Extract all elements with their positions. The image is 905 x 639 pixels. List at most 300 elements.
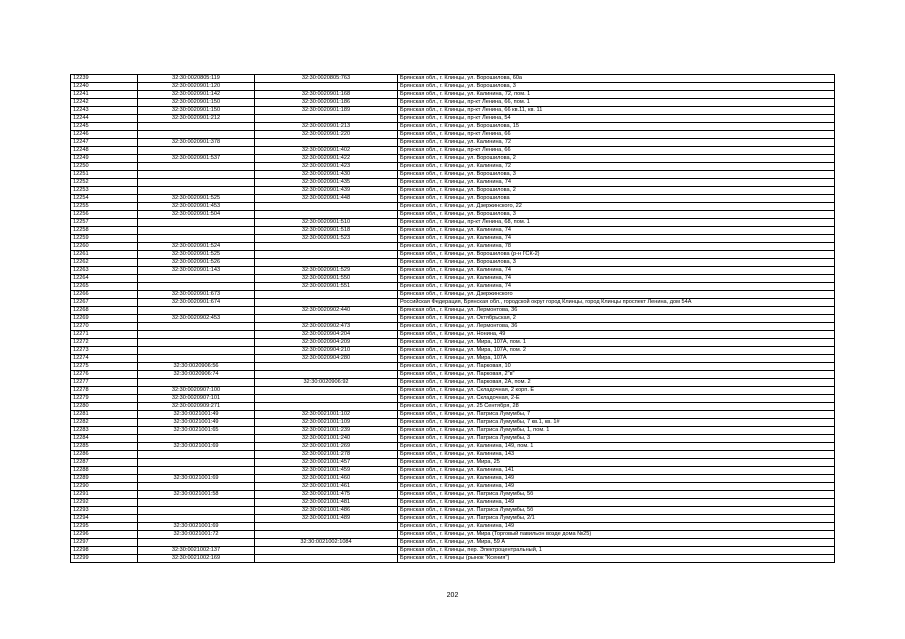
object-number-cell: 32:30:0020901:551	[255, 283, 398, 291]
table-row	[71, 555, 835, 563]
address-cell: Брянская обл., г. Клинцы, пр-кт Ленина, 54	[398, 115, 835, 123]
object-number-cell: 32:30:0021001:239	[255, 427, 398, 435]
object-number-cell: 32:30:0020904:204	[255, 331, 398, 339]
object-number-cell: 32:30:0020904:209	[255, 339, 398, 347]
cadastral-number-cell: 32:30:0020909:271	[138, 403, 255, 411]
address-cell: Брянская обл., г. Клинцы, ул. Калинина, 149	[398, 475, 835, 483]
object-number-cell: 32:30:0020901:189	[255, 107, 398, 115]
object-number-cell	[255, 291, 398, 299]
table-row	[71, 547, 835, 555]
object-number-cell: 32:30:0020901:550	[255, 275, 398, 283]
row-number-cell: 12299	[71, 555, 138, 563]
row-number-cell: 12293	[71, 507, 138, 515]
object-number-cell	[255, 299, 398, 307]
object-number-cell: 32:30:0021002:1084	[255, 539, 398, 547]
table-row	[71, 107, 835, 115]
table-row	[71, 131, 835, 139]
address-cell: Брянская обл., г. Клинцы, пр-кт Ленина, 66	[398, 131, 835, 139]
table-row	[71, 251, 835, 259]
row-number-cell: 12275	[71, 363, 138, 371]
address-cell: Брянская обл., г. Клинцы, ул. Ворошилова, 3	[398, 259, 835, 267]
table-row	[71, 331, 835, 339]
row-number-cell: 12240	[71, 83, 138, 91]
row-number-cell: 12260	[71, 243, 138, 251]
cadastral-number-cell	[138, 331, 255, 339]
table-row	[71, 347, 835, 355]
table-row	[71, 427, 835, 435]
cadastral-number-cell: 32:30:0020901:150	[138, 99, 255, 107]
row-number-cell: 12251	[71, 171, 138, 179]
row-number-cell: 12263	[71, 267, 138, 275]
cadastral-number-cell: 32:30:0020901:378	[138, 139, 255, 147]
table-row	[71, 99, 835, 107]
address-cell: Брянская обл., г. Клинцы, ул. Парковая, 2"в"	[398, 371, 835, 379]
row-number-cell: 12241	[71, 91, 138, 99]
object-number-cell: 32:30:0020901:435	[255, 179, 398, 187]
address-cell: Брянская обл., г. Клинцы, ул. Ворошилова, 2	[398, 155, 835, 163]
cadastral-number-cell: 32:30:0020901:674	[138, 299, 255, 307]
address-cell: Брянская обл., г. Клинцы, ул. Калинина, 72	[398, 139, 835, 147]
address-cell: Брянская обл., г. Клинцы, ул. Патриса Лумумбы, 7	[398, 411, 835, 419]
object-number-cell: 32:30:0020904:210	[255, 347, 398, 355]
object-number-cell: 32:30:0021001:102	[255, 411, 398, 419]
table-row	[71, 411, 835, 419]
table-row	[71, 491, 835, 499]
object-number-cell	[255, 139, 398, 147]
address-cell: Брянская обл., г. Клинцы, ул. Калинина, 72, пом. 1	[398, 91, 835, 99]
address-cell: Брянская обл., г. Клинцы, ул. Дзержинского	[398, 291, 835, 299]
row-number-cell: 12250	[71, 163, 138, 171]
cadastral-number-cell	[138, 379, 255, 387]
object-number-cell: 32:30:0020901:510	[255, 219, 398, 227]
object-number-cell	[255, 115, 398, 123]
object-number-cell	[255, 531, 398, 539]
address-cell: Брянская обл., г. Клинцы, ул. Парковая, 2А, пом. 2	[398, 379, 835, 387]
address-cell: Брянская обл., г. Клинцы, ул. Патриса Лумумбы, 5б	[398, 507, 835, 515]
row-number-cell: 12285	[71, 443, 138, 451]
address-cell: Брянская обл., г. Клинцы, ул. Ворошилова, 3	[398, 171, 835, 179]
row-number-cell: 12262	[71, 259, 138, 267]
cadastral-number-cell: 32:30:0020901:673	[138, 291, 255, 299]
table-row	[71, 139, 835, 147]
address-cell: Брянская обл., г. Клинцы, ул. Калинина, 74	[398, 267, 835, 275]
table-row	[71, 539, 835, 547]
cadastral-number-cell	[138, 283, 255, 291]
table-row	[71, 195, 835, 203]
object-number-cell: 32:30:0021001:460	[255, 475, 398, 483]
row-number-cell: 12289	[71, 475, 138, 483]
cadastral-number-cell: 32:30:0021001:49	[138, 411, 255, 419]
row-number-cell: 12291	[71, 491, 138, 499]
row-number-cell: 12273	[71, 347, 138, 355]
cadastral-number-cell: 32:30:0021001:69	[138, 475, 255, 483]
object-number-cell: 32:30:0021001:269	[255, 443, 398, 451]
cadastral-number-cell	[138, 227, 255, 235]
table-row	[71, 267, 835, 275]
row-number-cell: 12242	[71, 99, 138, 107]
address-cell: Брянская обл., г. Клинцы, ул. Калинина, 72	[398, 163, 835, 171]
object-number-cell: 32:30:0021001:489	[255, 515, 398, 523]
row-number-cell: 12287	[71, 459, 138, 467]
cadastral-number-cell: 32:30:0020901:537	[138, 155, 255, 163]
object-number-cell	[255, 83, 398, 91]
object-number-cell	[255, 387, 398, 395]
cadastral-number-cell: 32:30:0020901:120	[138, 83, 255, 91]
cadastral-number-cell: 32:30:0020901:525	[138, 251, 255, 259]
address-cell: Брянская обл., г. Клинцы, ул. Нонина, 49	[398, 331, 835, 339]
cadastral-number-cell	[138, 123, 255, 131]
object-number-cell: 32:30:0020901:220	[255, 131, 398, 139]
object-number-cell: 32:30:0020901:439	[255, 187, 398, 195]
table-row	[71, 451, 835, 459]
address-cell: Брянская обл., г. Клинцы, ул. Калинина, 78	[398, 243, 835, 251]
cadastral-number-cell: 32:30:0021001:69	[138, 443, 255, 451]
object-number-cell: 32:30:0021001:109	[255, 419, 398, 427]
row-number-cell: 12256	[71, 211, 138, 219]
address-cell: Брянская обл., г. Клинцы, ул. Ворошилова, 15	[398, 123, 835, 131]
object-number-cell	[255, 555, 398, 563]
cadastral-number-cell	[138, 219, 255, 227]
register-table-body	[71, 75, 835, 563]
object-number-cell: 32:30:0021001:481	[255, 499, 398, 507]
row-number-cell: 12267	[71, 299, 138, 307]
row-number-cell: 12297	[71, 539, 138, 547]
address-cell: Брянская обл., г. Клинцы, ул. Мира, 25	[398, 459, 835, 467]
address-cell: Брянская обл., г. Клинцы, ул. Дзержинского, 22	[398, 203, 835, 211]
table-row	[71, 163, 835, 171]
address-cell: Брянская обл., г. Клинцы, ул. Калинина, 149	[398, 523, 835, 531]
row-number-cell: 12294	[71, 515, 138, 523]
table-row	[71, 179, 835, 187]
address-cell: Брянская обл., г. Клинцы, ул. Лермонтова, 36	[398, 307, 835, 315]
table-row	[71, 395, 835, 403]
address-cell: Брянская обл., г. Клинцы, ул. Складочная, 2 корп. Е	[398, 387, 835, 395]
table-row	[71, 243, 835, 251]
cadastral-number-cell: 32:30:0020901:504	[138, 211, 255, 219]
table-row	[71, 403, 835, 411]
object-number-cell	[255, 371, 398, 379]
object-number-cell: 32:30:0020901:422	[255, 155, 398, 163]
table-row	[71, 147, 835, 155]
address-cell: Брянская обл., г. Клинцы, ул. Мира, 59 А	[398, 539, 835, 547]
cadastral-number-cell: 32:30:0021001:65	[138, 427, 255, 435]
row-number-cell: 12249	[71, 155, 138, 163]
address-cell: Брянская обл., г. Клинцы, ул. Складочная, 2-Е	[398, 395, 835, 403]
table-row	[71, 379, 835, 387]
table-row	[71, 187, 835, 195]
row-number-cell: 12243	[71, 107, 138, 115]
object-number-cell: 32:30:0021001:457	[255, 459, 398, 467]
register-table	[70, 74, 835, 563]
cadastral-number-cell	[138, 483, 255, 491]
cadastral-number-cell: 32:30:0020906:56	[138, 363, 255, 371]
table-row	[71, 499, 835, 507]
row-number-cell: 12272	[71, 339, 138, 347]
address-cell: Брянская обл., г. Клинцы, ул. Калинина, 74	[398, 275, 835, 283]
cadastral-number-cell: 32:30:0021001:58	[138, 491, 255, 499]
object-number-cell	[255, 395, 398, 403]
object-number-cell	[255, 523, 398, 531]
table-row	[71, 259, 835, 267]
cadastral-number-cell	[138, 339, 255, 347]
object-number-cell: 32:30:0020901:430	[255, 171, 398, 179]
cadastral-number-cell: 32:30:0021001:49	[138, 419, 255, 427]
object-number-cell: 32:30:0020901:423	[255, 163, 398, 171]
cadastral-number-cell: 32:30:0020907:100	[138, 387, 255, 395]
register-table-container	[70, 74, 835, 563]
table-row	[71, 323, 835, 331]
table-row	[71, 515, 835, 523]
row-number-cell: 12239	[71, 75, 138, 83]
object-number-cell: 32:30:0020906:92	[255, 379, 398, 387]
row-number-cell: 12254	[71, 195, 138, 203]
table-row	[71, 171, 835, 179]
address-cell: Брянская обл., г. Клинцы, ул. Мира, 107А, пом. 1	[398, 339, 835, 347]
object-number-cell: 32:30:0021001:278	[255, 451, 398, 459]
cadastral-number-cell	[138, 347, 255, 355]
table-row	[71, 235, 835, 243]
row-number-cell: 12288	[71, 467, 138, 475]
object-number-cell	[255, 403, 398, 411]
row-number-cell: 12280	[71, 403, 138, 411]
object-number-cell	[255, 243, 398, 251]
table-row	[71, 203, 835, 211]
table-row	[71, 483, 835, 491]
cadastral-number-cell	[138, 163, 255, 171]
address-cell: Брянская обл., г. Клинцы, ул. Патриса Лумумбы, 2/1	[398, 515, 835, 523]
cadastral-number-cell	[138, 435, 255, 443]
row-number-cell: 12277	[71, 379, 138, 387]
cadastral-number-cell	[138, 131, 255, 139]
address-cell: Брянская обл., г. Клинцы, пер. Электроцентральный, 1	[398, 547, 835, 555]
cadastral-number-cell: 32:30:0020901:526	[138, 259, 255, 267]
row-number-cell: 12281	[71, 411, 138, 419]
row-number-cell: 12284	[71, 435, 138, 443]
object-number-cell	[255, 363, 398, 371]
row-number-cell: 12292	[71, 499, 138, 507]
object-number-cell: 32:30:0020901:168	[255, 91, 398, 99]
table-row	[71, 291, 835, 299]
table-row	[71, 467, 835, 475]
address-cell: Брянская обл., г. Клинцы, ул. Патриса Лумумбы, 3	[398, 435, 835, 443]
address-cell: Брянская обл., г. Клинцы, ул. Ворошилова, 60а	[398, 75, 835, 83]
cadastral-number-cell	[138, 515, 255, 523]
cadastral-number-cell	[138, 507, 255, 515]
cadastral-number-cell: 32:30:0020902:453	[138, 315, 255, 323]
row-number-cell: 12266	[71, 291, 138, 299]
table-row	[71, 339, 835, 347]
row-number-cell: 12247	[71, 139, 138, 147]
row-number-cell: 12252	[71, 179, 138, 187]
row-number-cell: 12269	[71, 315, 138, 323]
table-row	[71, 155, 835, 163]
address-cell: Брянская обл., г. Клинцы, ул. Октябрьская, 2	[398, 315, 835, 323]
address-cell: Брянская обл., г. Клинцы, ул. Ворошилова, 3	[398, 211, 835, 219]
cadastral-number-cell	[138, 539, 255, 547]
address-cell: Брянская обл., г. Клинцы, ул. Ворошилова (р-н ГСК-2)	[398, 251, 835, 259]
object-number-cell: 32:30:0021001:475	[255, 491, 398, 499]
address-cell: Брянская обл., г. Клинцы, ул. Ворошилова, 2	[398, 187, 835, 195]
table-row	[71, 507, 835, 515]
table-row	[71, 443, 835, 451]
address-cell: Брянская обл., г. Клинцы, пр-кт Ленина, 66	[398, 147, 835, 155]
cadastral-number-cell: 32:30:0020901:142	[138, 91, 255, 99]
address-cell: Брянская обл., г. Клинцы, пр-кт Ленина, 66, пом. 1	[398, 99, 835, 107]
cadastral-number-cell: 32:30:0021002:169	[138, 555, 255, 563]
cadastral-number-cell	[138, 467, 255, 475]
object-number-cell	[255, 203, 398, 211]
address-cell: Брянская обл., г. Клинцы, ул. Ворошилова, 3	[398, 83, 835, 91]
cadastral-number-cell	[138, 499, 255, 507]
table-row	[71, 123, 835, 131]
row-number-cell: 12278	[71, 387, 138, 395]
table-row	[71, 371, 835, 379]
object-number-cell	[255, 251, 398, 259]
object-number-cell	[255, 547, 398, 555]
table-row	[71, 219, 835, 227]
table-row	[71, 363, 835, 371]
table-row	[71, 75, 835, 83]
table-row	[71, 387, 835, 395]
object-number-cell: 32:30:0020901:448	[255, 195, 398, 203]
address-cell: Брянская обл., г. Клинцы, ул. Калинина, 74	[398, 235, 835, 243]
row-number-cell: 12245	[71, 123, 138, 131]
address-cell: Брянская обл., г. Клинцы, ул. Мира, 107А	[398, 355, 835, 363]
table-row	[71, 115, 835, 123]
cadastral-number-cell	[138, 307, 255, 315]
cadastral-number-cell: 32:30:0020901:143	[138, 267, 255, 275]
row-number-cell: 12261	[71, 251, 138, 259]
row-number-cell: 12274	[71, 355, 138, 363]
row-number-cell: 12258	[71, 227, 138, 235]
row-number-cell: 12246	[71, 131, 138, 139]
cadastral-number-cell: 32:30:0020901:212	[138, 115, 255, 123]
cadastral-number-cell: 32:30:0021001:69	[138, 523, 255, 531]
object-number-cell: 32:30:0020901:213	[255, 123, 398, 131]
object-number-cell: 32:30:0021001:240	[255, 435, 398, 443]
address-cell: Брянская обл., г. Клинцы, ул. Калинина, 149, пом. 1	[398, 443, 835, 451]
table-row	[71, 459, 835, 467]
row-number-cell: 12255	[71, 203, 138, 211]
object-number-cell: 32:30:0020902:440	[255, 307, 398, 315]
cadastral-number-cell: 32:30:0020901:453	[138, 203, 255, 211]
row-number-cell: 12279	[71, 395, 138, 403]
row-number-cell: 12298	[71, 547, 138, 555]
address-cell: Брянская обл., г. Клинцы, ул. Патриса Лумумбы, 5б	[398, 491, 835, 499]
table-row	[71, 227, 835, 235]
row-number-cell: 12265	[71, 283, 138, 291]
object-number-cell	[255, 211, 398, 219]
address-cell: Брянская обл., г. Клинцы, ул. Калинина, 141	[398, 467, 835, 475]
object-number-cell: 32:30:0020901:186	[255, 99, 398, 107]
address-cell: Брянская обл., г. Клинцы, ул. Калинина, 149	[398, 483, 835, 491]
table-row	[71, 435, 835, 443]
row-number-cell: 12290	[71, 483, 138, 491]
row-number-cell: 12282	[71, 419, 138, 427]
address-cell: Брянская обл., г. Клинцы, пр-кт Ленина, 68, пом. 1	[398, 219, 835, 227]
address-cell: Брянская обл., г. Клинцы, ул. Калинина, 74	[398, 179, 835, 187]
cadastral-number-cell	[138, 187, 255, 195]
cadastral-number-cell	[138, 179, 255, 187]
address-cell: Брянская обл., г. Клинцы, ул. Калинина, 149	[398, 499, 835, 507]
page-number: 202	[446, 592, 459, 599]
row-number-cell: 12257	[71, 219, 138, 227]
address-cell: Брянская обл., г. Клинцы, ул. Калинина, 143	[398, 451, 835, 459]
object-number-cell: 32:30:0021001:486	[255, 507, 398, 515]
address-cell: Брянская обл., г. Клинцы, ул. 25 Сентября, 28	[398, 403, 835, 411]
cadastral-number-cell: 32:30:0020901:524	[138, 243, 255, 251]
row-number-cell: 12259	[71, 235, 138, 243]
cadastral-number-cell	[138, 459, 255, 467]
cadastral-number-cell	[138, 147, 255, 155]
cadastral-number-cell	[138, 355, 255, 363]
object-number-cell: 32:30:0020901:523	[255, 235, 398, 243]
table-row	[71, 83, 835, 91]
row-number-cell: 12295	[71, 523, 138, 531]
cadastral-number-cell: 32:30:0021001:72	[138, 531, 255, 539]
row-number-cell: 12264	[71, 275, 138, 283]
address-cell: Брянская обл., г. Клинцы, ул. Мира, 107А, пом. 2	[398, 347, 835, 355]
row-number-cell: 12271	[71, 331, 138, 339]
address-cell: Брянская обл., г. Клинцы, ул. Калинина, 74	[398, 227, 835, 235]
object-number-cell: 32:30:0020901:402	[255, 147, 398, 155]
table-row	[71, 523, 835, 531]
table-row	[71, 283, 835, 291]
cadastral-number-cell: 32:30:0021002:137	[138, 547, 255, 555]
object-number-cell: 32:30:0020901:529	[255, 267, 398, 275]
row-number-cell: 12268	[71, 307, 138, 315]
address-cell: Российская Федерация, Брянская обл., городской округ город Клинцы, город Клинцы проспект Ленина, дом 54А	[398, 299, 835, 307]
object-number-cell: 32:30:0020805:763	[255, 75, 398, 83]
row-number-cell: 12283	[71, 427, 138, 435]
table-row	[71, 275, 835, 283]
cadastral-number-cell: 32:30:0020907:101	[138, 395, 255, 403]
object-number-cell: 32:30:0021001:461	[255, 483, 398, 491]
cadastral-number-cell: 32:30:0020901:150	[138, 107, 255, 115]
address-cell: Брянская обл., г. Клинцы, ул. Парковая, 10	[398, 363, 835, 371]
row-number-cell: 12276	[71, 371, 138, 379]
table-row	[71, 307, 835, 315]
address-cell: Брянская обл., г. Клинцы, пр-кт Ленина, 66 кв.11, кв. 11	[398, 107, 835, 115]
cadastral-number-cell	[138, 275, 255, 283]
address-cell: Брянская обл., г. Клинцы, ул. Патриса Лумумбы, 1, пом. 1	[398, 427, 835, 435]
table-row	[71, 315, 835, 323]
cadastral-number-cell	[138, 171, 255, 179]
table-row	[71, 419, 835, 427]
cadastral-number-cell: 32:30:0020805:119	[138, 75, 255, 83]
table-row	[71, 531, 835, 539]
cadastral-number-cell: 32:30:0020906:74	[138, 371, 255, 379]
address-cell: Брянская обл., г. Клинцы, ул. Лермонтова, 36	[398, 323, 835, 331]
object-number-cell	[255, 315, 398, 323]
row-number-cell: 12253	[71, 187, 138, 195]
table-row	[71, 211, 835, 219]
object-number-cell: 32:30:0020902:473	[255, 323, 398, 331]
address-cell: Брянская обл., г. Клинцы (рынок "Ксения")	[398, 555, 835, 563]
object-number-cell: 32:30:0021001:459	[255, 467, 398, 475]
row-number-cell: 12270	[71, 323, 138, 331]
cadastral-number-cell	[138, 323, 255, 331]
row-number-cell: 12244	[71, 115, 138, 123]
table-row	[71, 355, 835, 363]
cadastral-number-cell	[138, 451, 255, 459]
cadastral-number-cell: 32:30:0020901:525	[138, 195, 255, 203]
address-cell: Брянская обл., г. Клинцы, ул. Ворошилова	[398, 195, 835, 203]
row-number-cell: 12248	[71, 147, 138, 155]
row-number-cell: 12296	[71, 531, 138, 539]
table-row	[71, 299, 835, 307]
address-cell: Брянская обл., г. Клинцы, ул. Патриса Лумумбы, 7 кв.1, кв. 1#	[398, 419, 835, 427]
